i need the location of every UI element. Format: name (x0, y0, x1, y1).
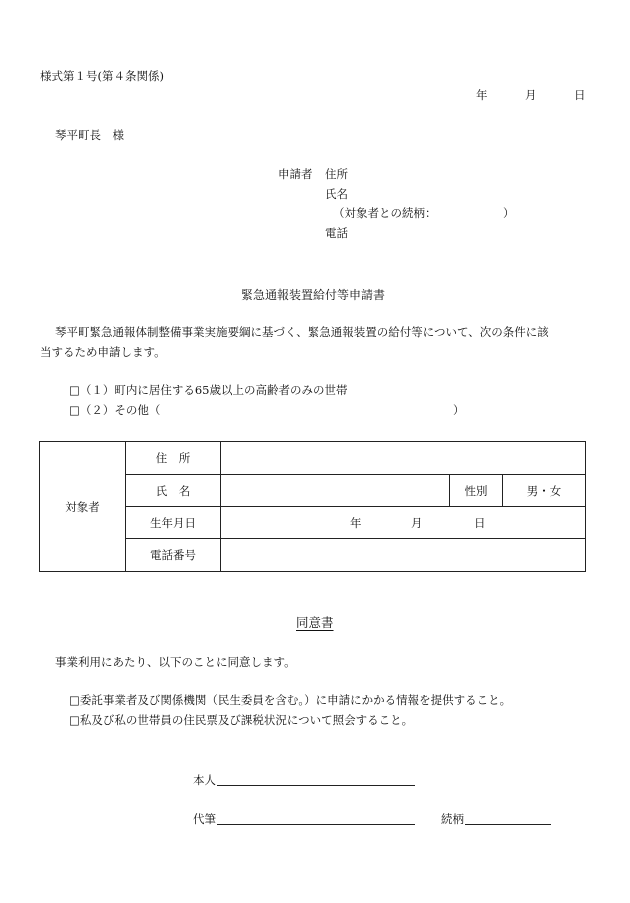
body-text-line-2: 当するため申請します。 (40, 345, 166, 359)
signature-self-label: 本人 (193, 773, 216, 787)
birth-year-label: 年 (350, 516, 362, 530)
condition-item-2[interactable]: □（２）その他（ (69, 403, 161, 417)
target-address-field[interactable] (221, 442, 586, 475)
document-title: 緊急通報装置給付等申請書 (241, 288, 386, 302)
signature-proxy-label: 代筆 (193, 812, 216, 826)
date-day-label: 日 (574, 88, 586, 102)
date-month-label: 月 (525, 88, 537, 102)
consent-intro: 事業利用にあたり、以下のことに同意します。 (55, 655, 296, 669)
birth-day-label: 日 (474, 516, 486, 530)
birth-month-label: 月 (411, 516, 423, 530)
target-name-label: 氏 名 (126, 475, 221, 507)
body-text-line-1: 琴平町緊急通報体制整備事業実施要綱に基づく、緊急通報装置の給付等について、次の条件に該 (55, 325, 549, 339)
condition-item-1[interactable]: □（１）町内に居住する65歳以上の高齢者のみの世帯 (69, 383, 348, 397)
target-name-field[interactable] (221, 475, 450, 507)
addressee: 琴平町長 様 (55, 128, 124, 142)
condition-item-2-close: ） (453, 403, 465, 417)
consent-title: 同意書 (296, 615, 334, 630)
target-phone-field[interactable] (221, 539, 586, 572)
signature-relation-label: 続柄 (441, 812, 464, 826)
consent-item-1[interactable]: □委託事業者及び関係機関（民生委員を含む。）に申請にかかる情報を提供すること。 (69, 693, 512, 707)
signature-relation-line[interactable] (465, 824, 551, 825)
signature-self-line[interactable] (217, 785, 415, 786)
target-sex-field[interactable]: 男・女 (503, 475, 586, 507)
consent-item-2[interactable]: □私及び私の世帯員の住民票及び課税状況について照会すること。 (69, 713, 414, 727)
target-phone-label: 電話番号 (126, 539, 221, 572)
target-birthdate-label: 生年月日 (126, 507, 221, 539)
target-address-label: 住 所 (126, 442, 221, 475)
applicant-address-label: 住所 (325, 167, 348, 181)
applicant-name-label: 氏名 (325, 187, 348, 201)
signature-proxy-line[interactable] (217, 824, 415, 825)
applicant-relation-close: ） (503, 206, 515, 220)
target-sex-label: 性別 (450, 475, 503, 507)
applicant-label: 申請者 (278, 167, 313, 181)
form-number: 様式第１号(第４条関係) (40, 69, 164, 83)
applicant-relation-label: （対象者との続柄： (333, 206, 437, 220)
target-group-label: 対象者 (40, 442, 126, 572)
target-birthdate-field[interactable] (221, 507, 586, 539)
applicant-phone-label: 電話 (325, 226, 348, 240)
date-year-label: 年 (476, 88, 488, 102)
target-person-table (39, 441, 586, 572)
